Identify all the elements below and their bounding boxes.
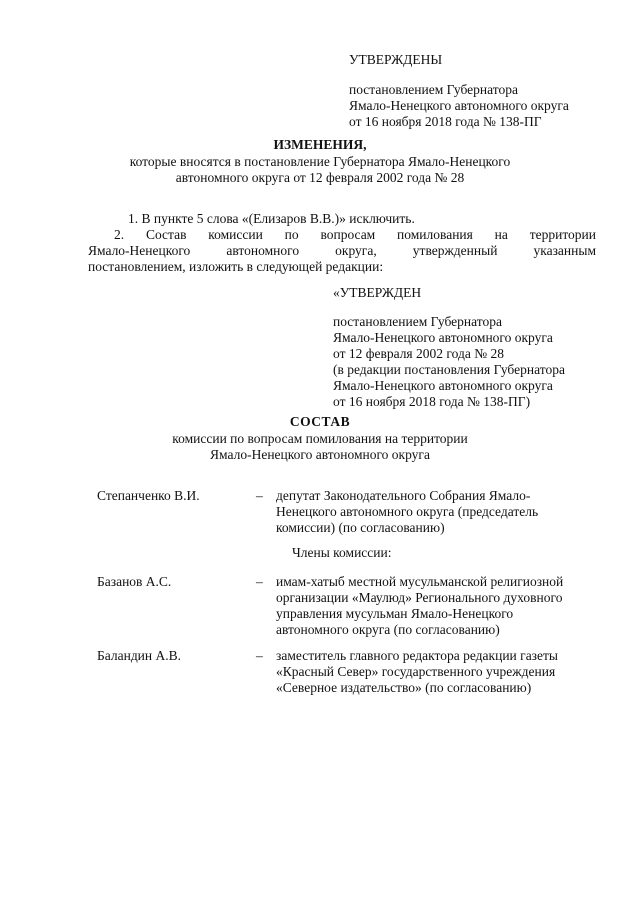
member-name: Степанченко В.И. bbox=[97, 488, 200, 503]
approved-2-line: Ямало-Ненецкого автономного округа bbox=[333, 330, 553, 345]
item-1-text: 1. В пункте 5 слова «(Елизаров В.В.)» исключить. bbox=[128, 211, 415, 226]
approved-line: от 16 ноября 2018 года № 138-ПГ bbox=[349, 114, 542, 129]
member-name: Баландин А.В. bbox=[97, 648, 182, 663]
approved-2-line: от 12 февраля 2002 года № 28 bbox=[333, 346, 504, 361]
approved-2-heading: «УТВЕРЖДЕН bbox=[333, 285, 422, 300]
member-name: Базанов А.С. bbox=[97, 574, 172, 589]
composition-subtitle-line: Ямало-Ненецкого автономного округа bbox=[210, 447, 430, 462]
member-dash: – bbox=[256, 488, 263, 503]
member-dash: – bbox=[256, 574, 263, 589]
member-dash: – bbox=[256, 648, 263, 663]
item-2-line: 2. Состав комиссии по вопросам помилования на территории bbox=[114, 227, 596, 242]
changes-subtitle-line: автономного округа от 12 февраля 2002 года № 28 bbox=[175, 170, 465, 185]
member-desc-line: Ненецкого автономного округа (председатель bbox=[276, 504, 539, 519]
item-2 bbox=[88, 227, 596, 275]
item-2-line: Ямало-Ненецкого автономного округа, утвержденный указанным bbox=[88, 243, 596, 258]
member-desc-line: имам-хатыб местной мусульманской религиозной bbox=[276, 574, 564, 589]
member-desc-line: заместитель главного редактора редакции газеты bbox=[276, 648, 558, 663]
approved-2-line: от 16 ноября 2018 года № 138-ПГ) bbox=[333, 394, 531, 409]
member-description bbox=[276, 648, 606, 696]
member-description bbox=[276, 574, 606, 638]
member-desc-line: комиссии) (по согласованию) bbox=[276, 520, 445, 535]
composition-subtitle-line: комиссии по вопросам помилования на территории bbox=[172, 431, 468, 446]
item-1 bbox=[88, 211, 596, 227]
approved-2-line: (в редакции постановления Губернатора bbox=[333, 362, 565, 377]
approved-2-line: Ямало-Ненецкого автономного округа bbox=[333, 378, 553, 393]
approved-heading: УТВЕРЖДЕНЫ bbox=[349, 52, 443, 67]
member-desc-line: автономного округа (по согласованию) bbox=[276, 622, 500, 637]
approved-block bbox=[349, 82, 569, 130]
composition-title: СОСТАВ bbox=[289, 414, 351, 429]
approved-line: постановлением Губернатора bbox=[349, 82, 518, 97]
member-desc-line: организации «Маулюд» Регионального духовного bbox=[276, 590, 563, 605]
approved-line: Ямало-Ненецкого автономного округа bbox=[349, 98, 569, 113]
member-description bbox=[276, 488, 606, 536]
members-heading: Члены комиссии: bbox=[292, 545, 392, 560]
member-desc-line: депутат Законодательного Собрания Ямало- bbox=[276, 488, 531, 503]
changes-subtitle-line: которые вносятся в постановление Губернатора Ямало-Ненецкого bbox=[129, 154, 511, 169]
member-desc-line: «Красный Север» государственного учреждения bbox=[276, 664, 556, 679]
member-desc-line: «Северное издательство» (по согласованию) bbox=[276, 680, 532, 695]
changes-title: ИЗМЕНЕНИЯ, bbox=[273, 137, 367, 152]
composition-subtitle bbox=[120, 431, 520, 463]
changes-subtitle bbox=[80, 154, 560, 186]
approved-2-block bbox=[333, 314, 565, 410]
approved-2-line: постановлением Губернатора bbox=[333, 314, 502, 329]
item-2-line: постановлением, изложить в следующей редакции: bbox=[88, 259, 384, 274]
member-desc-line: управления мусульман Ямало-Ненецкого bbox=[276, 606, 514, 621]
